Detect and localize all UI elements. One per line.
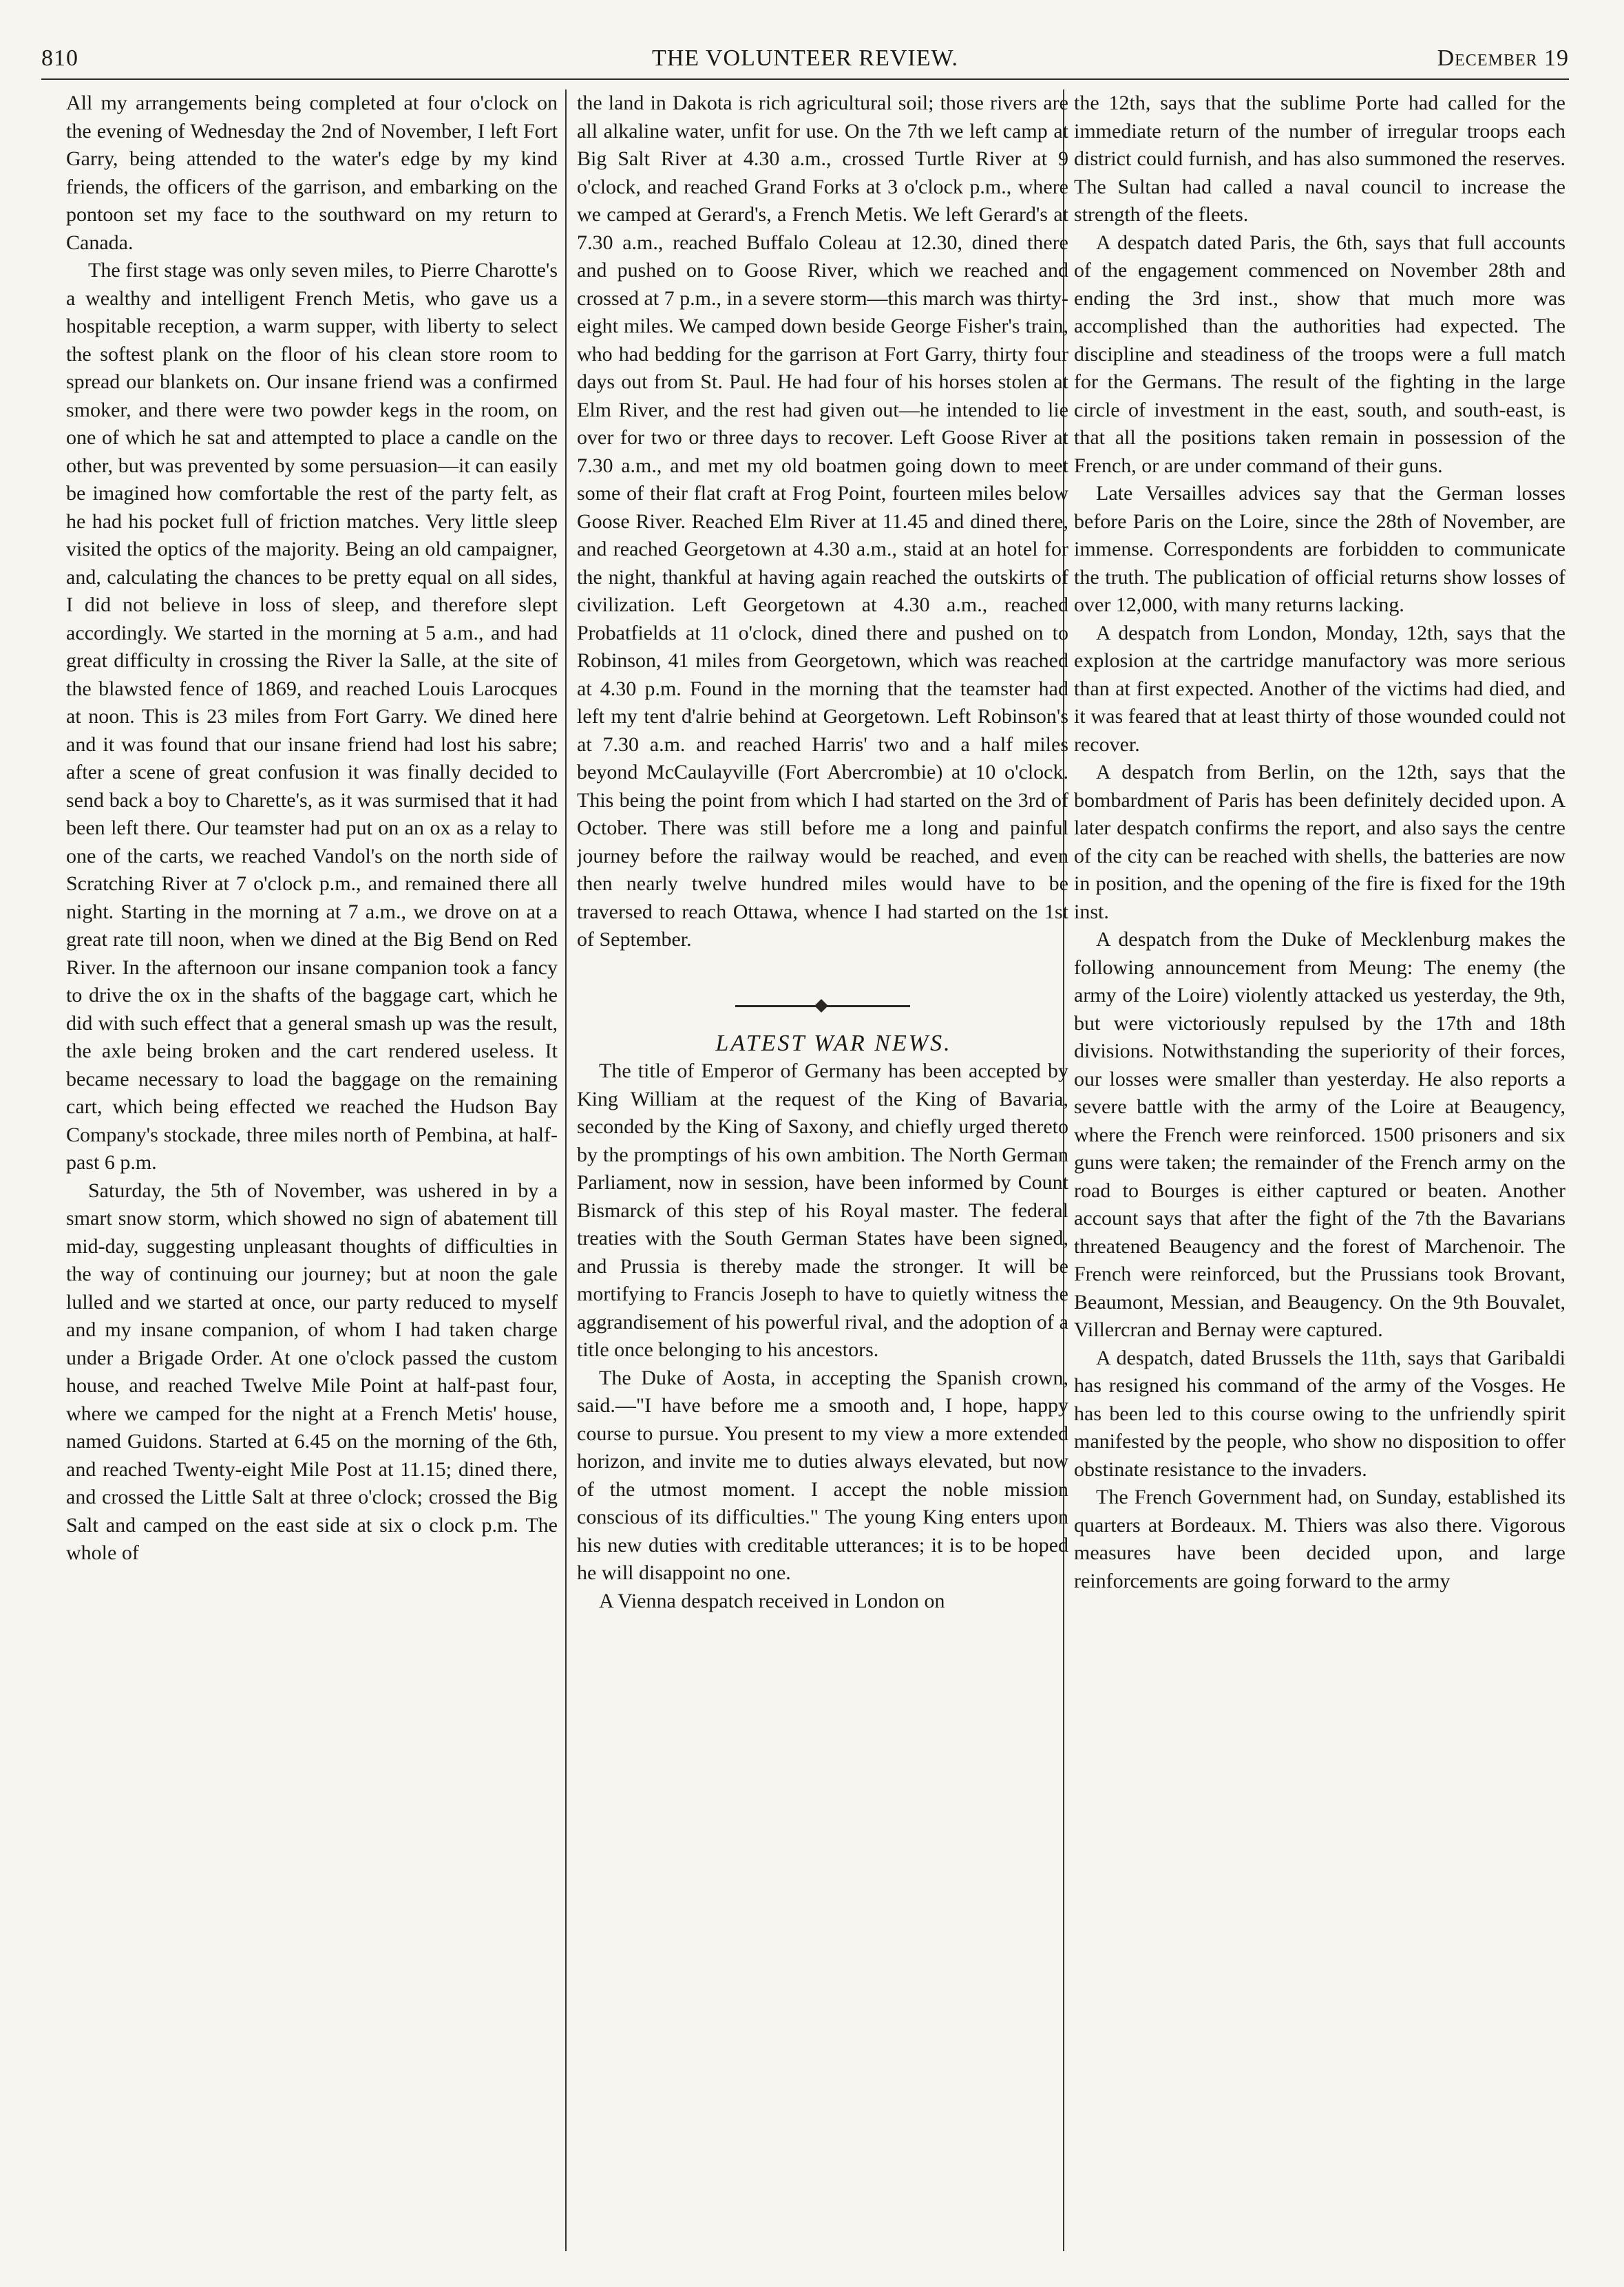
- article-column-2: [577, 89, 1068, 2258]
- article-column-3: [1074, 89, 1565, 2258]
- masthead-title: THE VOLUNTEER REVIEW.: [651, 45, 958, 71]
- paragraph: All my arrangements being completed at four o'clock on the evening of Wednesday the 2nd of November, I left Fort Garry, being attended to the water's edge by my kind friends, the officers of the garrison, and embarking on the pontoon set my face to the southward on my return to Canada.: [66, 92, 558, 254]
- section-heading: LATEST WAR NEWS.: [715, 1030, 952, 1056]
- paragraph: A despatch from Berlin, on the 12th, says that the bombardment of Paris has been definitely decided upon. A later despatch confirms the report, and also says the centre of the city can be reached with shells, the batteries are now in position, and the opening of the fire is fixed for the 19th inst.: [1074, 761, 1565, 923]
- paragraph: Saturday, the 5th of November, was ushered in by a smart snow storm, which showed no sign of abatement till mid-day, suggesting unpleasant thoughts of difficulties in the way of continuing our journey; but at noon the gale lulled and we started at once, our party reduced to myself and my insane companion, of whom I had taken charge under a Brigade Order. At one o'clock passed the custom house, and reached Twelve Mile Point at half-past four, where we camped for the night at a French Metis' house, named Guidons. Started at 6.45 on the morning of the 6th, and reached Twenty-eight Mile Post at 11.15; dined there, and crossed the Little Salt at three o'clock; crossed the Big Salt and camped on the east side at six o clock p.m. The whole of: [66, 1179, 558, 1564]
- paragraph: A despatch dated Paris, the 6th, says that full accounts of the engagement commenced on November 28th and ending the 3rd inst., show that much more was accomplished than the authorities had expected. The discipline and steadiness of the troops were a full match for the Germans. The result of the fighting in the large circle of investment in the east, south, and south-east, is that all the positions taken remain in possession of the French, or are under command of their guns.: [1074, 231, 1565, 477]
- page-number: 810: [41, 45, 78, 71]
- paragraph: The French Government had, on Sunday, established its quarters at Bordeaux. M. Thiers was also there. Vigorous measures have been decided upon, and large reinforcements are going forward to the army: [1074, 1486, 1565, 1592]
- paragraph: Late Versailles advices say that the German losses before Paris on the Loire, since the 28th of November, are immense. Correspondents are forbidden to communicate the truth. The publication of official returns show losses of over 12,000, with many returns lacking.: [1074, 482, 1565, 616]
- issue-date: December 19: [1437, 45, 1569, 71]
- paragraph: A despatch from the Duke of Mecklenburg makes the following announcement from Meung: The enemy (the army of the Loire) violently attacked us yesterday, the 9th, but were victoriously repulsed by the 17th and 18th divisions. Notwithstanding the superiority of their forces, our losses were smaller than yesterday. He also reports a severe battle with the army of the Loire at Beaugency, where the French were reinforced. 1500 prisoners and six guns were taken; the remainder of the French army on the road to Bourges is either captured or beaten. Another account says that after the fight of the 7th the Bavarians threatened Beaugency and the forest of Marchenoir. The French were reinforced, but the Prussians took Brovant, Beaumont, Messian, and Beaugency. On the 9th Bouvalet, Villercran and Bernay were captured.: [1074, 928, 1565, 1341]
- paragraph: A despatch, dated Brussels the 11th, says that Garibaldi has resigned his command of the army of the Vosges. He has been led to this course owing to the unfriendly spirit manifested by the people, who show no disposition to offer obstinate resistance to the invaders.: [1074, 1346, 1565, 1481]
- paragraph: the 12th, says that the sublime Porte had called for the immediate return of the number of irregular troops each district could furnish, and has also summoned the reserves. The Sultan had called a naval council to increase the strength of the fleets.: [1074, 92, 1565, 226]
- article-column-1: [66, 89, 558, 2258]
- paragraph: the land in Dakota is rich agricultural soil; those rivers are all alkaline water, unfit for use. On the 7th we left camp at Big Salt River at 4.30 a.m., crossed Turtle River at 9 o'clock, and reached Grand Forks at 3 o'clock p.m., where we camped at Gerard's, a French Metis. We left Gerard's at 7.30 a.m., reached Buffalo Coleau at 12.30, dined there and pushed on to Goose River, which we reached and crossed at 7 p.m., in a severe storm—this march was thirty-eight miles. We camped down beside George Fisher's train, who had bedding for the garrison at Fort Garry, thirty four days out from St. Paul. He had four of his horses stolen at Elm River, and the rest had given out—he intended to lie over for two or three days to recover. Left Goose River at 7.30 a.m., and met my old boatmen going down to meet some of their flat craft at Frog Point, fourteen miles below Goose River. Reached Elm River at 11.45 and dined there, and reached Georgetown at 4.30 a.m., staid at an hotel for the night, thankful at having again reached the outskirts of civilization. Left Georgetown at 4.30 a.m., reached Probatfields at 11 o'clock, dined there and pushed on to Robinson, 41 miles from Georgetown, which was reached at 4.30 p.m. Found in the morning that the teamster had left my tent d'alrie behind at Georgetown. Left Robinson's at 7.30 a.m. and reached Harris' two and a half miles beyond McCaulayville (Fort Abercrombie) at 10 o'clock. This being the point from which I had started on the 3rd of October. There was still before me a long and painful journey before the railway would be reached, and even then nearly twelve hundred miles would have to be traversed to reach Ottawa, whence I had started on the 1st of September.: [577, 92, 1068, 951]
- paragraph: The Duke of Aosta, in accepting the Spanish crown, said.—"I have before me a smooth and, I hope, happy course to pursue. You present to my view a more extended horizon, and invite me to duties always elevated, but now of the utmost moment. I accept the noble mission conscious of its difficulties." The young King enters upon his new duties with creditable utterances; it is to be hoped he will disappoint no one.: [577, 1366, 1068, 1584]
- paragraph: A Vienna despatch received in London on: [599, 1589, 945, 1612]
- section-divider: [577, 982, 1068, 1030]
- paragraph: The first stage was only seven miles, to Pierre Charotte's a wealthy and intelligent French Metis, who gave us a hospitable reception, a warm supper, with liberty to select the softest plank on the floor of his clean store room to spread our blankets on. Our insane friend was a confirmed smoker, and there were two powder kegs in the room, on one of which he sat and attempted to place a candle on the other, but was prevented by some persuasion—it can easily be imagined how comfortable the rest of the party felt, as he had his pocket full of friction matches. Very little sleep visited the optics of the majority. Being an old campaigner, and, calculating the chances to be pretty equal on all sides, I did not believe in loss of sleep, and therefore slept accordingly. We started in the morning at 5 a.m., and had great difficulty in crossing the River la Salle, at the site of the blawsted fence of 1869, and reached Louis Larocques at noon. This is 23 miles from Fort Garry. We dined here and it was found that our insane friend had lost his sabre; after a scene of great confusion it was finally decided to send back a boy to Charette's, as it was surmised that it had been left there. Our teamster had put on an ox as a relay to one of the carts, we reached Vandol's on the north side of Scratching River at 7 o'clock p.m., and remained there all night. Starting in the morning at 7 a.m., we drove on at a great rate till noon, when we dined at the Big Bend on Red River. In the afternoon our insane companion took a fancy to drive the ox in the shafts of the baggage cart, which he did with such effect that a general smash up was the result, the axle being broken and the cart rendered useless. It became necessary to load the baggage on the remaining cart, which being effected we reached the Hudson Bay Company's stockade, three miles north of Pembina, at half-past 6 p.m.: [66, 259, 558, 1174]
- column-rule: [565, 89, 567, 2251]
- paragraph: The title of Emperor of Germany has been accepted by King William at the request of the King of Bavaria, seconded by the King of Saxony, and chiefly urged thereto by the promptings of his own ambition. The North German Parliament, now in session, have been informed by Count Bismarck of this step of his Royal master. The federal treaties with the South German States have been signed, and Prussia is thereby made the stronger. It will be mortifying to Francis Joseph to have to quietly witness the aggrandisement of his powerful rival, and the adoption of a title once belonging to his ancestors.: [577, 1060, 1068, 1361]
- paragraph: A despatch from London, Monday, 12th, says that the explosion at the cartridge manufactory was more serious than at first expected. Another of the victims had died, and it was feared that at least thirty of those wounded could not recover.: [1074, 621, 1565, 756]
- page-header: [41, 40, 1569, 80]
